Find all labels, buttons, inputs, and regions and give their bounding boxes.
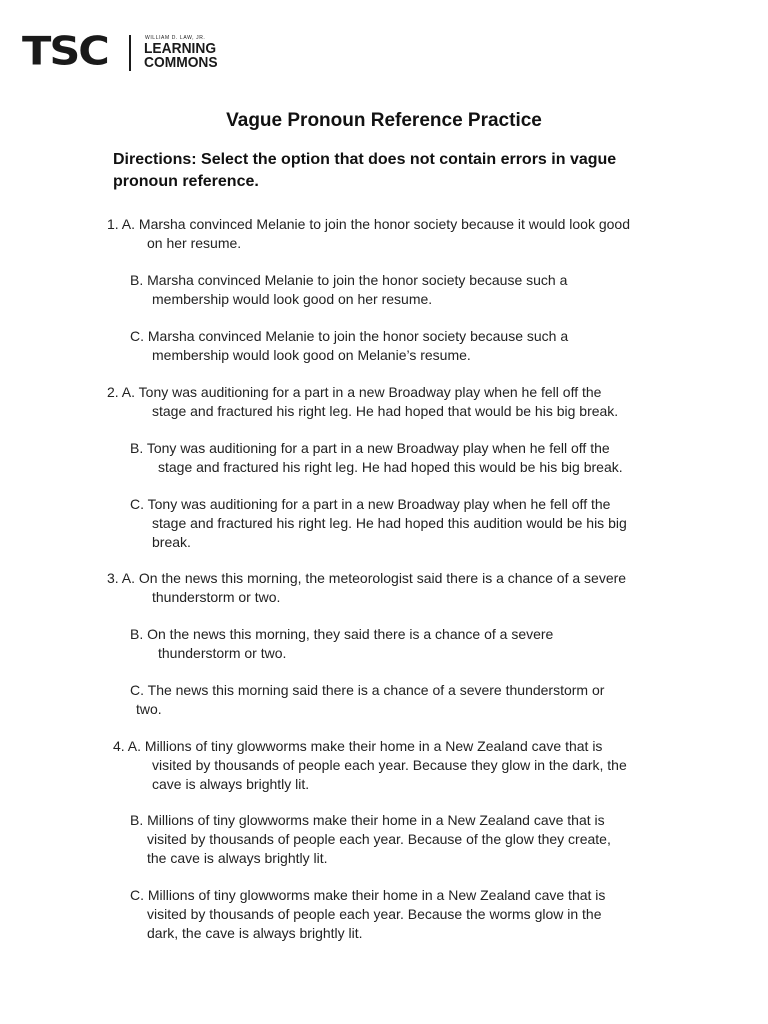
q4-option-a-line-2: visited by thousands of people each year. Because they glow in the dark, the — [152, 757, 627, 773]
q4-option-b-line-2: visited by thousands of people each year. Because of the glow they create, — [147, 831, 611, 847]
logo-divider — [129, 35, 131, 71]
q4-option-a-line-1: 4. A. Millions of tiny glowworms make their home in a New Zealand cave that is — [113, 738, 603, 754]
q1-option-b-line-2: membership would look good on her resume. — [152, 291, 433, 307]
logo-line-commons: COMMONS — [144, 54, 218, 71]
q3-option-b-line-2: thunderstorm or two. — [158, 645, 287, 661]
q1-option-a-line-2: on her resume. — [147, 235, 242, 251]
q4-option-b-line-3: the cave is always brightly lit. — [147, 850, 328, 866]
q2-option-c-line-3: break. — [152, 534, 191, 550]
q2-option-b-line-1: B. Tony was auditioning for a part in a new Broadway play when he fell off the — [130, 440, 610, 456]
q3-option-b-line-1: B. On the news this morning, they said there is a chance of a severe — [130, 626, 554, 642]
q3-option-a-line-2: thunderstorm or two. — [152, 589, 281, 605]
q2-option-c-line-1: C. Tony was auditioning for a part in a new Broadway play when he fell off the — [130, 496, 611, 512]
logo-line-learning: LEARNING — [144, 40, 217, 57]
directions: Directions: Select the option that does not contain errors in vague pronoun reference. — [113, 151, 617, 190]
q3-option-c-line-1: C. The news this morning said there is a chance of a severe thunderstorm or — [130, 682, 605, 698]
q4-option-c-line-2: visited by thousands of people each year. Because the worms glow in the — [147, 906, 602, 922]
q1-option-c-line-1: C. Marsha convinced Melanie to join the honor society because such a — [130, 328, 569, 344]
q1-option-a-line-1: 1. A. Marsha convinced Melanie to join the honor society because it would look good — [107, 216, 630, 232]
logo-tsc-wordmark: TSC — [22, 28, 108, 75]
q2-option-a-line-1: 2. A. Tony was auditioning for a part in a new Broadway play when he fell off the — [107, 384, 602, 400]
q4-option-b-line-1: B. Millions of tiny glowworms make their home in a New Zealand cave that is — [130, 812, 605, 828]
q1-option-c-line-2: membership would look good on Melanie’s resume. — [152, 347, 471, 363]
page-title: Vague Pronoun Reference Practice — [226, 110, 542, 131]
q2-option-a-line-2: stage and fractured his right leg. He had hoped that would be his big break. — [152, 403, 619, 419]
q2-option-b-line-2: stage and fractured his right leg. He had hoped this would be his big break. — [158, 459, 623, 475]
q4-option-c-line-3: dark, the cave is always brightly lit. — [147, 925, 363, 941]
q4-option-a-line-3: cave is always brightly lit. — [152, 776, 310, 792]
q2-option-c-line-2: stage and fractured his right leg. He had hoped this audition would be his big — [152, 515, 627, 531]
q4-option-c-line-1: C. Millions of tiny glowworms make their home in a New Zealand cave that is — [130, 887, 606, 903]
logo-subtitle: WILLIAM D. LAW, JR. — [145, 35, 206, 41]
q3-option-a-line-1: 3. A. On the news this morning, the meteorologist said there is a chance of a severe — [107, 570, 627, 586]
q1-option-b-line-1: B. Marsha convinced Melanie to join the honor society because such a — [130, 272, 568, 288]
q3-option-c-line-2: two. — [136, 701, 162, 717]
